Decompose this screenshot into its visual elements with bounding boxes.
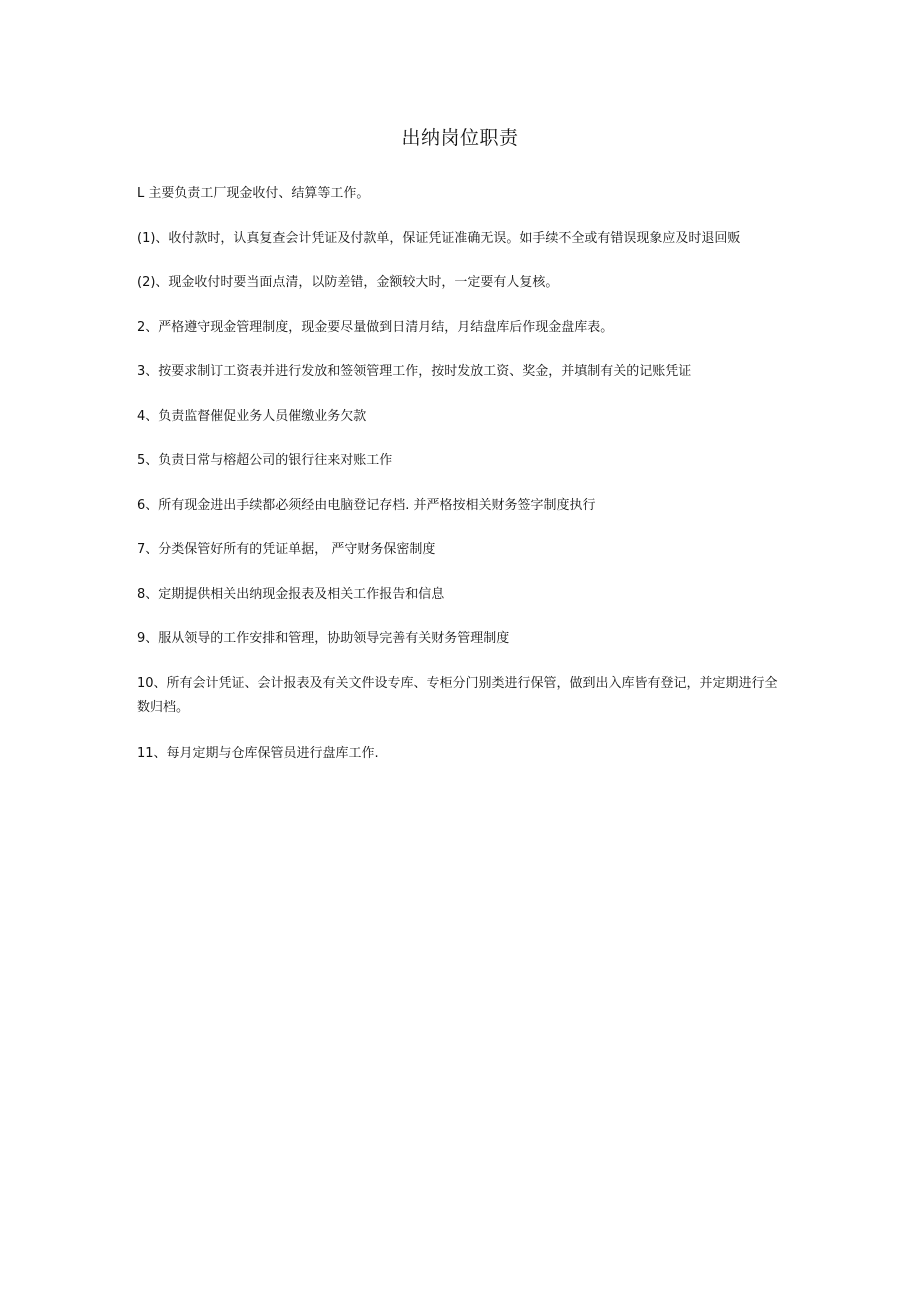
document-title: 出纳岗位职责: [401, 127, 519, 149]
duty-item-2: 2、严格遵守现金管理制度，现金要尽量做到日清月结，月结盘库后作现金盘库表。: [137, 319, 614, 335]
duty-item-4: 4、负责监督催促业务人员催缴业务欠款: [137, 408, 367, 424]
duty-item-1: L 主要负责工厂现金收付、结算等工作。: [137, 186, 370, 201]
duty-item-11: 11、每月定期与仓库保管员进行盘库工作.: [137, 745, 379, 761]
duty-item-7: 7、分类保管好所有的凭证单据， 严守财务保密制度: [137, 542, 436, 557]
duty-item-5: 5、负责日常与榕超公司的银行往来对账工作: [137, 453, 393, 468]
duty-item-8: 8、定期提供相关出纳现金报表及相关工作报告和信息: [137, 586, 445, 602]
duty-item-3: 3、按要求制订工资表并进行发放和签领管理工作，按时发放工资、奖金，并填制有关的记账凭证: [137, 364, 692, 379]
duty-item-1b: (2)、现金收付时要当面点清，以防差错，金额较大时，一定要有人复核。: [137, 275, 559, 290]
duty-item-9: 9、服从领导的工作安排和管理，协助领导完善有关财务管理制度: [137, 631, 510, 646]
duty-item-1a: (1)、收付款时，认真复查会计凭证及付款单，保证凭证准确无误。如手续不全或有错误现象应及时退回贩: [137, 230, 741, 246]
duty-item-6: 6、所有现金进出手续都必须经由电脑登记存档. 并严格按相关财务签字制度执行: [137, 497, 596, 513]
duty-item-10: 10、所有会计凭证、会计报表及有关文件设专库、专柜分门别类进行保管，做到出入库皆有登记，并定期进行全数归档。: [137, 675, 778, 715]
duty-list: [137, 182, 787, 786]
